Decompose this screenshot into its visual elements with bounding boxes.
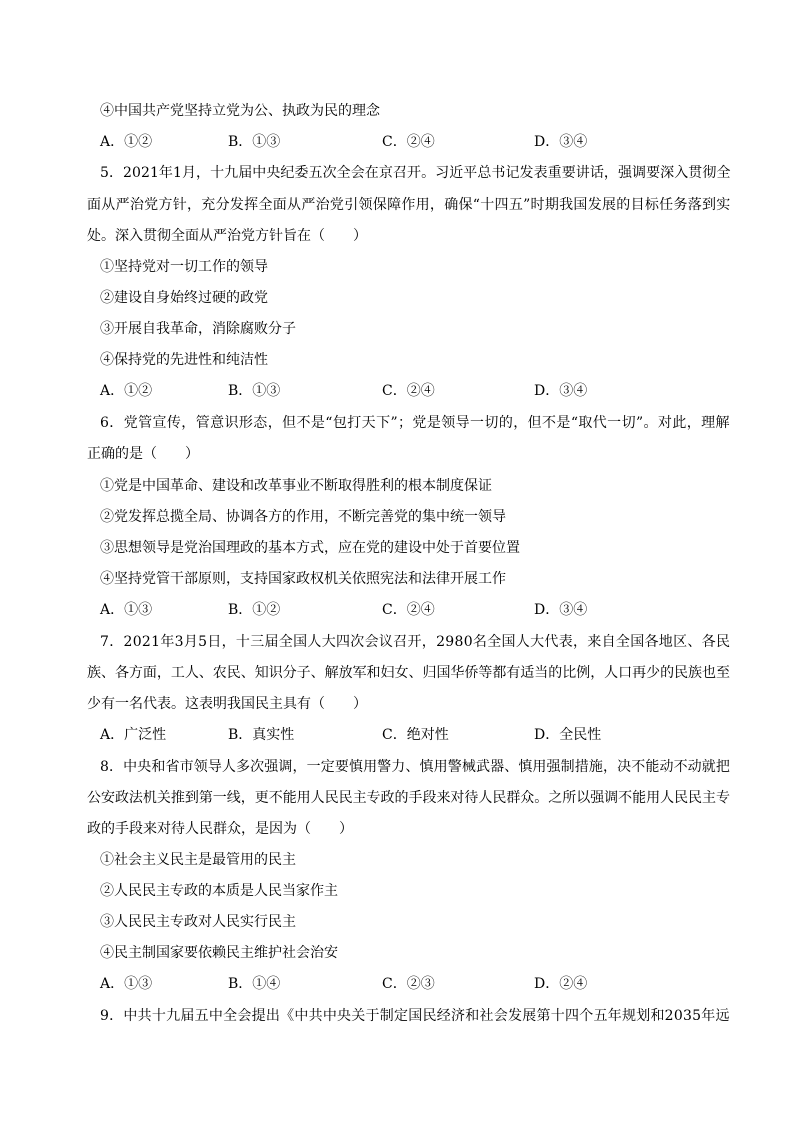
q6-option-3: ③思想领导是党治国理政的基本方式，应在党的建设中处于首要位置 <box>100 540 520 556</box>
q6-choice-d: D．③④ <box>534 602 588 618</box>
q5-option-1: ①坚持党对一切工作的领导 <box>100 259 268 275</box>
q5-choice-b: B．①③ <box>228 383 281 399</box>
q5-choice-d: D．③④ <box>534 383 588 399</box>
q6-option-2: ②党发挥总揽全局、协调各方的作用，不断完善党的集中统一领导 <box>100 509 506 525</box>
q7-choice-c: C．绝对性 <box>382 727 449 743</box>
q5-choices <box>100 381 660 401</box>
q6-choice-a: A．①③ <box>100 602 153 618</box>
q7-stem-line-3: 少有一名代表。这表明我国民主具有（ ） <box>87 696 367 712</box>
q6-stem-line-1: 6．党管宣传，管意识形态，但不是“包打天下”；党是领导一切的，但不是“取代一切”。对此，理解 <box>100 415 730 431</box>
q7-choices <box>100 725 660 745</box>
q6-choice-c: C．②④ <box>382 602 435 618</box>
q8-choice-c: C．②③ <box>382 976 435 992</box>
q8-stem-line-3: 政的手段来对待人民群众，是因为（ ） <box>87 821 353 837</box>
q8-choices <box>100 974 660 994</box>
q7-choice-d: D．全民性 <box>534 727 602 743</box>
q4-choice-b: B．①③ <box>228 134 281 150</box>
q5-option-3: ③开展自我革命，消除腐败分子 <box>100 321 296 337</box>
q7-stem-line-2: 族、各方面，工人、农民、知识分子、解放军和妇女、归国华侨等都有适当的比例，人口再少的民族也至 <box>87 665 730 681</box>
q4-choice-d: D．③④ <box>534 134 588 150</box>
q8-option-2: ②人民民主专政的本质是人民当家作主 <box>100 883 338 899</box>
q5-option-4: ④保持党的先进性和纯洁性 <box>100 352 268 368</box>
q6-choices <box>100 600 660 620</box>
q5-stem-line-3: 处。深入贯彻全面从严治党方针旨在（ ） <box>87 228 367 244</box>
q5-option-2: ②建设自身始终过硬的政党 <box>100 290 268 306</box>
q7-choice-b: B．真实性 <box>228 727 295 743</box>
q5-stem-line-2: 面从严治党方针，充分发挥全面从严治党引领保障作用，确保“十四五”时期我国发展的目标任务落到实 <box>87 197 731 213</box>
q4-option-4: ④中国共产党坚持立党为公、执政为民的理念 <box>100 103 380 119</box>
q4-choice-c: C．②④ <box>382 134 435 150</box>
q7-choice-a: A．广泛性 <box>100 727 167 743</box>
q8-option-3: ③人民民主专政对人民实行民主 <box>100 914 296 930</box>
q5-choice-c: C．②④ <box>382 383 435 399</box>
q8-option-4: ④民主制国家要依赖民主维护社会治安 <box>100 945 338 961</box>
q4-choices <box>100 132 660 152</box>
q8-choice-d: D．②④ <box>534 976 588 992</box>
q4-choice-a: A．①② <box>100 134 153 150</box>
q8-option-1: ①社会主义民主是最管用的民主 <box>100 852 296 868</box>
q8-choice-b: B．①④ <box>228 976 281 992</box>
q8-stem-line-2: 公安政法机关推到第一线，更不能用人民民主专政的手段来对待人民群众。之所以强调不能用人民民主专 <box>87 790 730 806</box>
q6-choice-b: B．①② <box>228 602 281 618</box>
q9-stem-line-1: 9．中共十九届五中全会提出《中共中央关于制定国民经济和社会发展第十四个五年规划和2035年远 <box>100 1008 730 1024</box>
q6-option-4: ④坚持党管干部原则，支持国家政权机关依照宪法和法律开展工作 <box>100 571 506 587</box>
q7-stem-line-1: 7．2021年3月5日，十三届全国人大四次会议召开，2980名全国人大代表，来自全国各地区、各民 <box>100 634 731 650</box>
q8-choice-a: A．①③ <box>100 976 153 992</box>
q6-option-1: ①党是中国革命、建设和改革事业不断取得胜利的根本制度保证 <box>100 478 492 494</box>
q6-stem-line-2: 正确的是（ ） <box>87 446 199 462</box>
q8-stem-line-1: 8．中央和省市领导人多次强调，一定要慎用警力、慎用警械武器、慎用强制措施，决不能动不动就把 <box>100 759 731 775</box>
q5-stem-line-1: 5．2021年1月，十九届中央纪委五次全会在京召开。习近平总书记发表重要讲话，强调要深入贯彻全 <box>100 165 731 181</box>
q5-choice-a: A．①② <box>100 383 153 399</box>
